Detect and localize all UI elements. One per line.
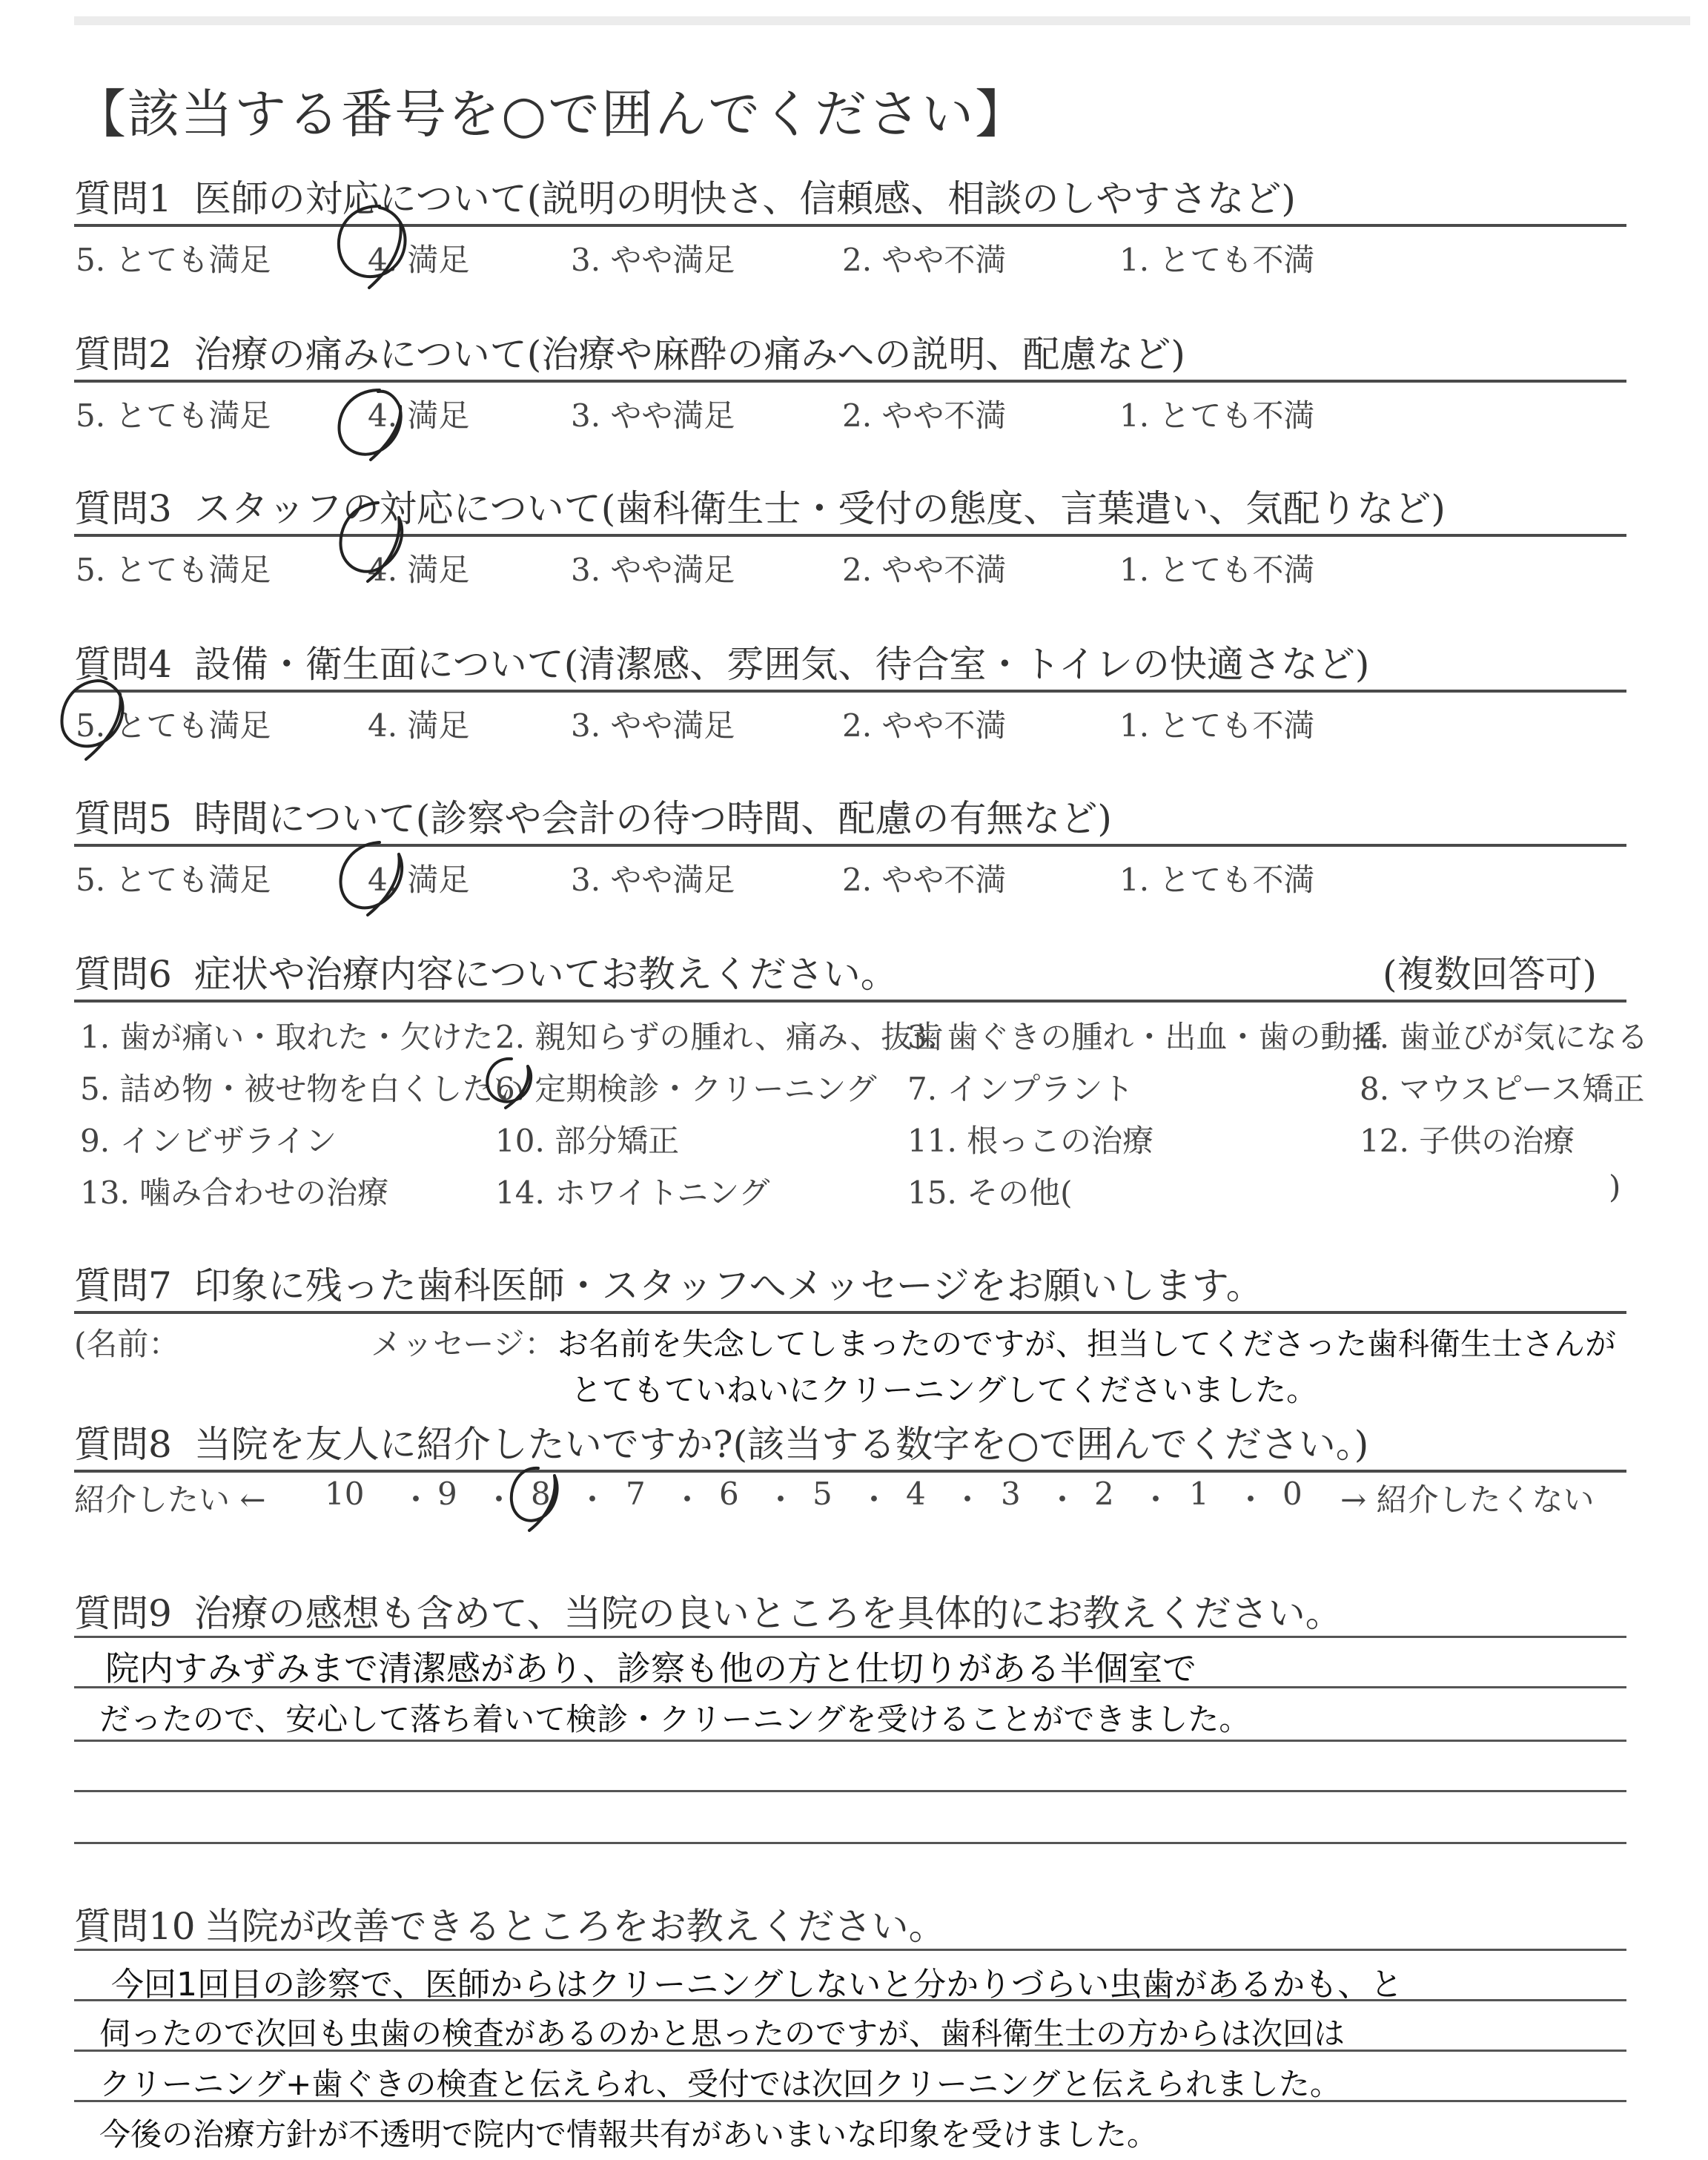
- rating-option-1[interactable]: 1. とても不満: [1119, 707, 1315, 744]
- scale-separator: ・: [577, 1482, 609, 1518]
- rating-option-5[interactable]: 5. とても満足: [76, 242, 271, 278]
- scale-4[interactable]: 4: [906, 1476, 926, 1512]
- rating-option-1[interactable]: 1. とても不満: [1119, 552, 1315, 588]
- symptom-option-1[interactable]: 1. 歯が痛い・取れた・欠けた: [80, 1019, 494, 1055]
- rating-option-5[interactable]: 5. とても満足: [76, 862, 271, 898]
- rating-option-2[interactable]: 2. やや不満: [842, 707, 1007, 744]
- question-number: 質問1: [74, 177, 172, 220]
- scale-5[interactable]: 5: [812, 1476, 833, 1512]
- scale-6[interactable]: 6: [719, 1476, 739, 1512]
- symptom-option-7[interactable]: 7. インプラント: [907, 1071, 1134, 1107]
- circle-mark-q3: [340, 503, 402, 581]
- q9-handwriting-line-2: だったので、安心して落ち着いて検診・クリーニングを受けることができました。: [99, 1701, 1251, 1737]
- scale-separator: ・: [765, 1482, 797, 1518]
- symptom-option-2[interactable]: 2. 親知らずの腫れ、痛み、抜歯: [495, 1019, 944, 1055]
- question-number: 質問7: [74, 1264, 172, 1307]
- symptom-option-6[interactable]: 6. 定期検診・クリーニング: [495, 1071, 877, 1107]
- question-text: 時間について(診察や会計の待つ時間、配慮の有無など): [193, 797, 1112, 840]
- question-number: 質問2: [74, 333, 172, 376]
- scale-9[interactable]: 9: [437, 1476, 457, 1512]
- message-handwriting-line-1: お名前を失念してしまったのですが、担当してくださった歯科衛生士さんが: [557, 1326, 1617, 1362]
- rating-option-1[interactable]: 1. とても不満: [1119, 242, 1315, 278]
- message-label: メッセージ：: [371, 1326, 556, 1362]
- scale-separator: ・: [672, 1482, 704, 1518]
- rating-option-4[interactable]: 4. 満足: [368, 552, 470, 588]
- scale-separator: ・: [483, 1482, 515, 1518]
- scale-separator: ・: [400, 1482, 432, 1518]
- q10-handwriting-line-3: クリーニング+歯ぐきの検査と伝えられ、受付では次回クリーニングと伝えられました。: [99, 2066, 1341, 2102]
- rating-option-3[interactable]: 3. やや満足: [571, 862, 735, 898]
- form-instruction-header: 【該当する番号を○で囲んでください】: [74, 84, 1029, 145]
- question-text: 設備・衛生面について(清潔感、雰囲気、待合室・トイレの快適さなど): [193, 643, 1370, 686]
- question-number: 質問6: [74, 953, 172, 996]
- question-text: 治療の感想も含めて、当院の良いところを具体的にお教えください。: [193, 1592, 1343, 1635]
- scale-separator: ・: [1235, 1482, 1267, 1518]
- rating-option-2[interactable]: 2. やや不満: [842, 552, 1007, 588]
- scale-separator: ・: [858, 1482, 890, 1518]
- rating-option-3[interactable]: 3. やや満足: [571, 242, 735, 278]
- question-number: 質問4: [74, 643, 172, 686]
- symptom-option-14[interactable]: 14. ホワイトニング: [495, 1175, 770, 1211]
- name-label: (名前：: [74, 1326, 180, 1362]
- scale-3[interactable]: 3: [1001, 1476, 1021, 1512]
- q9-handwriting-line-1: 院内すみずみまで清潔感があり、診察も他の方と仕切りがある半個室で: [105, 1648, 1196, 1688]
- circle-mark-q1: [339, 206, 406, 288]
- recommend-left-label: 紹介したい ←: [74, 1482, 266, 1518]
- q10-handwriting-line-2: 伺ったので次回も虫歯の検査があるのかと思ったのですが、歯科衛生士の方からは次回は: [99, 2015, 1345, 2052]
- question-text: 治療の痛みについて(治療や麻酔の痛みへの説明、配慮など): [193, 333, 1185, 376]
- rating-option-4[interactable]: 4. 満足: [368, 862, 470, 898]
- circle-mark-q5: [340, 842, 402, 915]
- symptom-option-8[interactable]: 8. マウスピース矯正: [1360, 1071, 1645, 1107]
- symptom-option-3[interactable]: 3. 歯ぐきの腫れ・出血・歯の動揺: [907, 1019, 1383, 1055]
- symptom-option-4[interactable]: 4. 歯並びが気になる: [1360, 1019, 1649, 1055]
- question-number: 質問3: [74, 487, 172, 530]
- scale-8[interactable]: 8: [531, 1476, 551, 1512]
- multiple-answers-note: (複数回答可): [1382, 953, 1597, 996]
- rating-option-4[interactable]: 4. 満足: [368, 242, 470, 278]
- scale-separator: ・: [1140, 1482, 1172, 1518]
- rating-option-3[interactable]: 3. やや満足: [571, 707, 735, 744]
- message-handwriting-line-2: とてもていねいにクリーニングしてくださいました。: [571, 1372, 1318, 1408]
- question-text: 症状や治療内容についてお教えください。: [193, 953, 898, 996]
- question-text: 当院が改善できるところをお教えください。: [204, 1905, 946, 1948]
- scale-0[interactable]: 0: [1282, 1476, 1302, 1512]
- rating-option-2[interactable]: 2. やや不満: [842, 862, 1007, 898]
- rating-option-5[interactable]: 5. とても満足: [76, 397, 271, 434]
- question-text: 当院を友人に紹介したいですか?(該当する数字を○で囲んでください。): [193, 1423, 1369, 1466]
- scale-2[interactable]: 2: [1094, 1476, 1114, 1512]
- question-text: 医師の対応について(説明の明快さ、信頼感、相談のしやすさなど): [193, 177, 1296, 220]
- rating-option-5[interactable]: 5. とても満足: [76, 707, 271, 744]
- symptom-option-5[interactable]: 5. 詰め物・被せ物を白くしたい: [80, 1071, 525, 1107]
- rating-option-2[interactable]: 2. やや不満: [842, 397, 1007, 434]
- rating-option-5[interactable]: 5. とても満足: [76, 552, 271, 588]
- question-text: スタッフの対応について(歯科衛生士・受付の態度、言葉遣い、気配りなど): [193, 487, 1446, 530]
- symptom-option-13[interactable]: 13. 噛み合わせの治療: [80, 1175, 389, 1211]
- symptom-option-12[interactable]: 12. 子供の治療: [1360, 1123, 1575, 1159]
- rating-option-1[interactable]: 1. とても不満: [1119, 862, 1315, 898]
- circle-mark-q2: [339, 390, 400, 460]
- q10-handwriting-line-4: 今後の治療方針が不透明で院内で情報共有があいまいな印象を受けました。: [99, 2116, 1159, 2153]
- circle-mark-q8: [512, 1468, 557, 1530]
- symptom-option-10[interactable]: 10. 部分矯正: [495, 1123, 680, 1159]
- question-text: 印象に残った歯科医師・スタッフへメッセージをお願いします。: [193, 1264, 1263, 1307]
- question-number: 質問5: [74, 797, 172, 840]
- symptom-option-11[interactable]: 11. 根っこの治療: [907, 1123, 1154, 1159]
- rating-option-3[interactable]: 3. やや満足: [571, 397, 735, 434]
- rating-option-4[interactable]: 4. 満足: [368, 397, 470, 434]
- question-number: 質問10: [74, 1905, 196, 1948]
- circle-mark-q6: [487, 1059, 531, 1108]
- q10-handwriting-line-1: 今回1回目の診察で、医師からはクリーニングしないと分かりづらい虫歯があるかも、と: [111, 1966, 1403, 2004]
- scale-1[interactable]: 1: [1189, 1476, 1209, 1512]
- scale-10[interactable]: 10: [325, 1476, 365, 1512]
- question-number: 質問8: [74, 1423, 172, 1466]
- symptom-option-15[interactable]: 15. その他(: [907, 1175, 1073, 1211]
- rating-option-2[interactable]: 2. やや不満: [842, 242, 1007, 278]
- rating-option-1[interactable]: 1. とても不満: [1119, 397, 1315, 434]
- recommend-right-label: → 紹介したくない: [1340, 1482, 1595, 1518]
- other-close-paren: ): [1609, 1169, 1621, 1205]
- rating-option-3[interactable]: 3. やや満足: [571, 552, 735, 588]
- circle-mark-q4: [62, 681, 122, 759]
- question-number: 質問9: [74, 1592, 172, 1635]
- rating-option-4[interactable]: 4. 満足: [368, 707, 470, 744]
- symptom-option-9[interactable]: 9. インビザライン: [80, 1123, 337, 1159]
- scale-7[interactable]: 7: [626, 1476, 646, 1512]
- scale-separator: ・: [952, 1482, 984, 1518]
- scale-separator: ・: [1047, 1482, 1079, 1518]
